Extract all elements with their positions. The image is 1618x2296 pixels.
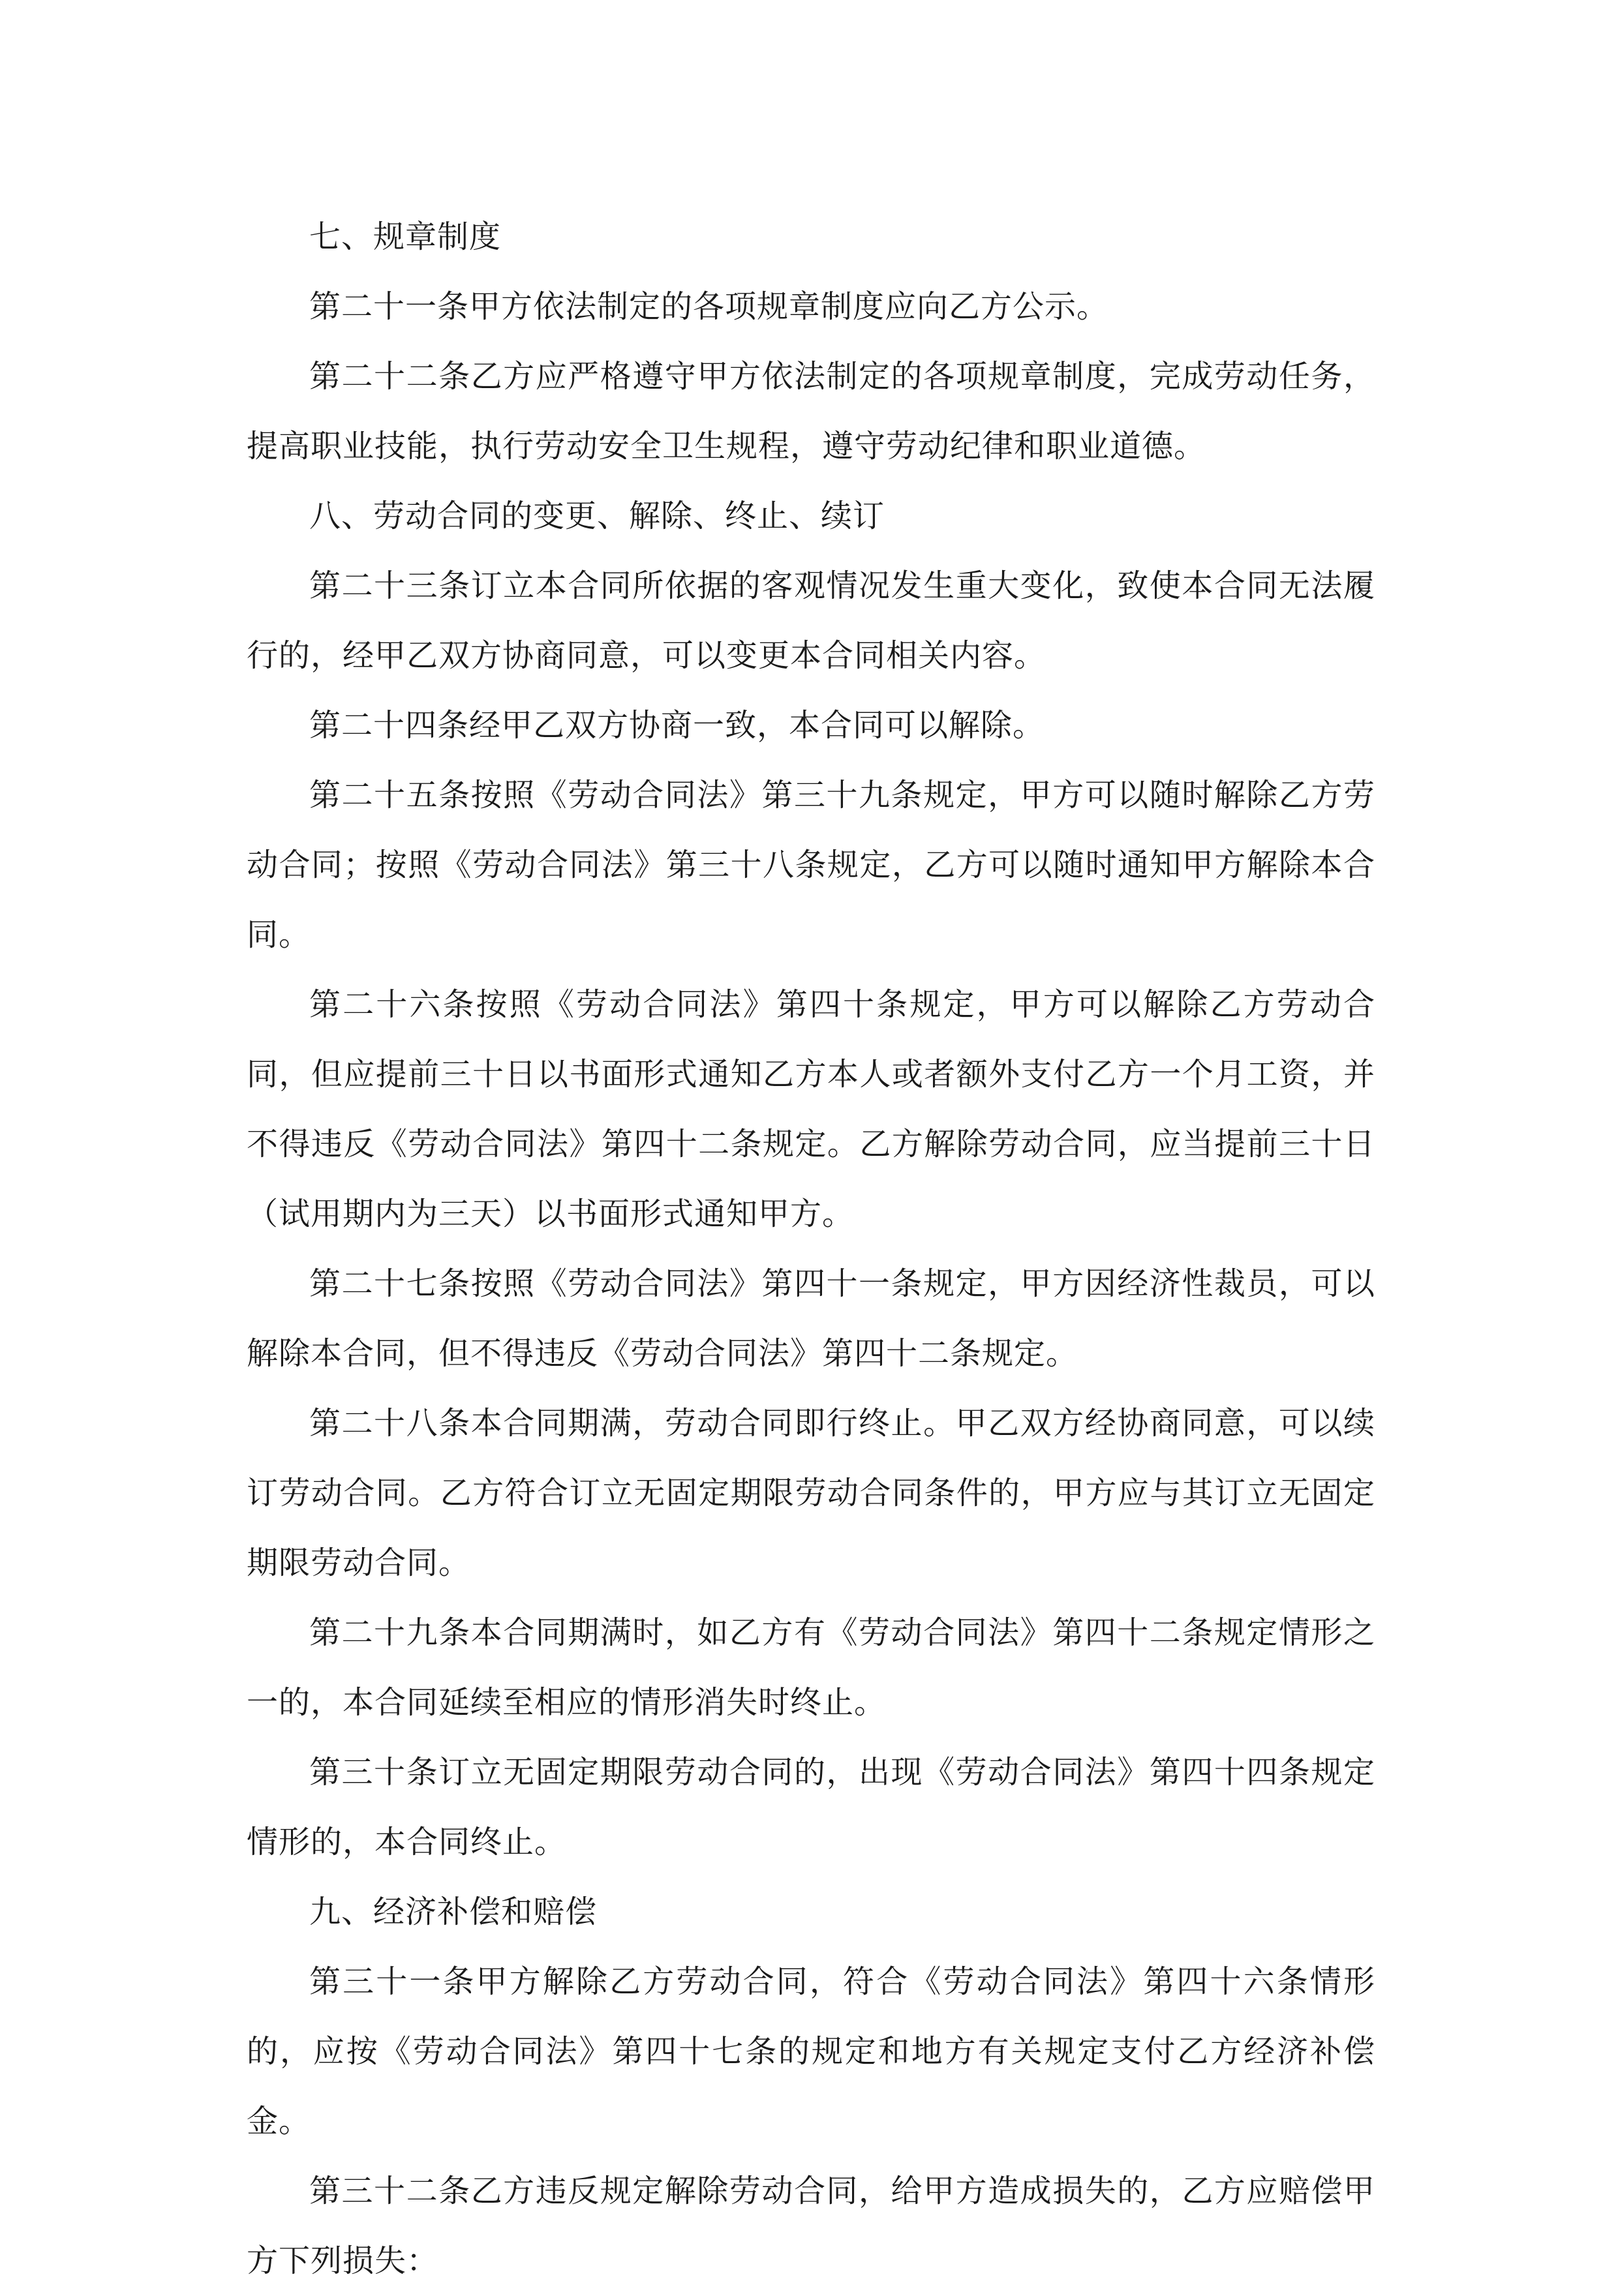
document-body — [247, 202, 1375, 2296]
article-30: 第三十条订立无固定期限劳动合同的，出现《劳动合同法》第四十四条规定情形的，本合同终止。 — [247, 1754, 1375, 1860]
article-31: 第三十一条甲方解除乙方劳动合同，符合《劳动合同法》第四十六条情形的，应按《劳动合同法》第四十七条的规定和地方有关规定支付乙方经济补偿金。 — [247, 1963, 1375, 2139]
article-23: 第二十三条订立本合同所依据的客观情况发生重大变化，致使本合同无法履行的，经甲乙双方协商同意，可以变更本合同相关内容。 — [247, 567, 1375, 674]
article-28: 第二十八条本合同期满，劳动合同即行终止。甲乙双方经协商同意，可以续订劳动合同。乙方符合订立无固定期限劳动合同条件的，甲方应与其订立无固定期限劳动合同。 — [247, 1405, 1375, 1581]
article-32: 第三十二条乙方违反规定解除劳动合同，给甲方造成损失的，乙方应赔偿甲方下列损失： — [247, 2173, 1375, 2279]
section-heading-compensation: 九、经济补偿和赔偿 — [309, 1894, 598, 1930]
section-heading-rules: 七、规章制度 — [309, 219, 502, 255]
article-22: 第二十二条乙方应严格遵守甲方依法制定的各项规章制度，完成劳动任务，提高职业技能，执行劳动安全卫生规程，遵守劳动纪律和职业道德。 — [247, 358, 1375, 464]
article-25: 第二十五条按照《劳动合同法》第三十九条规定，甲方可以随时解除乙方劳动合同；按照《劳动合同法》第三十八条规定，乙方可以随时通知甲方解除本合同。 — [247, 777, 1375, 953]
article-29: 第二十九条本合同期满时，如乙方有《劳动合同法》第四十二条规定情形之一的，本合同延续至相应的情形消失时终止。 — [247, 1614, 1375, 1721]
article-21: 第二十一条甲方依法制定的各项规章制度应向乙方公示。 — [309, 288, 1109, 325]
section-heading-contract-changes: 八、劳动合同的变更、解除、终止、续订 — [309, 498, 885, 534]
article-24: 第二十四条经甲乙双方协商一致，本合同可以解除。 — [309, 707, 1045, 744]
article-26: 第二十六条按照《劳动合同法》第四十条规定，甲方可以解除乙方劳动合同，但应提前三十日以书面形式通知乙方本人或者额外支付乙方一个月工资，并不得违反《劳动合同法》第四十二条规定。乙方解除劳动合同，应当提前三十日（试用期内为三天）以书面形式通知甲方。 — [247, 986, 1375, 1232]
article-27: 第二十七条按照《劳动合同法》第四十一条规定，甲方因经济性裁员，可以解除本合同，但不得违反《劳动合同法》第四十二条规定。 — [247, 1265, 1375, 1372]
